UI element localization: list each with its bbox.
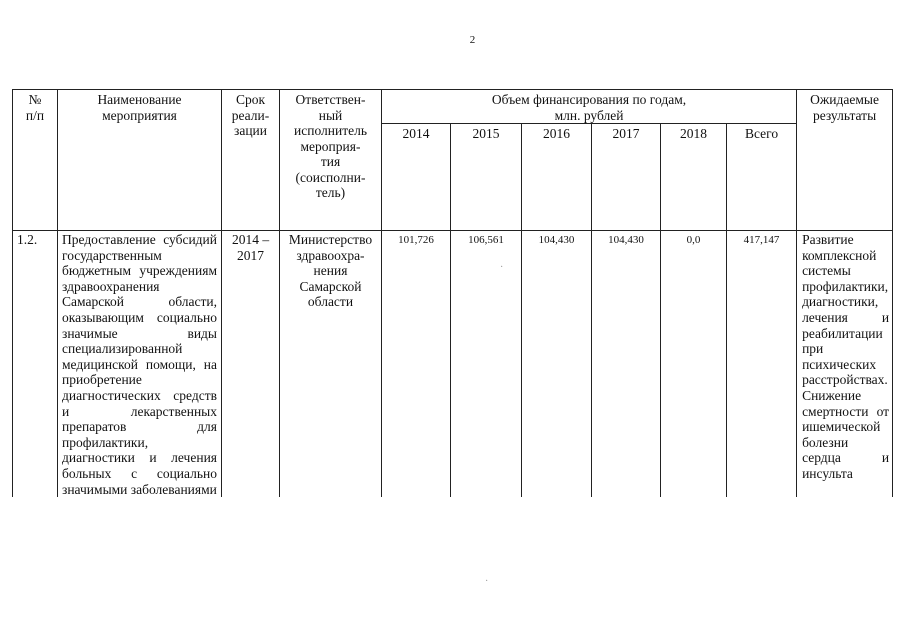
header-term: Срок реали- зации xyxy=(222,90,280,231)
row-term: 2014 – 2017 xyxy=(222,231,280,498)
header-number: № п/п xyxy=(13,90,58,231)
funding-table-container xyxy=(12,89,892,497)
header-year-2018: 2018 xyxy=(661,124,727,231)
header-results: Ожидаемые результаты xyxy=(797,90,893,231)
table-header xyxy=(13,90,893,231)
row-value-2017: 104,430 xyxy=(592,231,661,498)
scan-speck: · xyxy=(485,576,489,587)
header-executor: Ответствен- ный исполнитель мероприя- тия (соисполни- тель) xyxy=(280,90,382,231)
header-name: Наименование мероприятия xyxy=(58,90,222,231)
row-value-total: 417,147 xyxy=(727,231,797,498)
funding-table xyxy=(12,89,893,497)
header-year-2014: 2014 xyxy=(382,124,451,231)
page-number: 2 xyxy=(469,34,476,46)
row-number: 1.2. xyxy=(13,231,58,498)
row-executor: Министерство здравоохра- нения Самарской области xyxy=(280,231,382,498)
header-total: Всего xyxy=(727,124,797,231)
header-funding: Объем финансирования по годам, млн. рублей xyxy=(382,90,797,124)
row-value-2014: 101,726 xyxy=(382,231,451,498)
header-year-2016: 2016 xyxy=(522,124,592,231)
row-value-2016: 104,430 xyxy=(522,231,592,498)
table-row xyxy=(13,231,893,498)
row-value-2018: 0,0 xyxy=(661,231,727,498)
header-year-2015: 2015 xyxy=(451,124,522,231)
row-expected-results: Развитие комплексной системы профилактики, диагностики, лечения и реабилитации при психических расстройствах. Снижение смертности от ишемической болезни сердца и инсульта xyxy=(797,231,893,498)
scan-speck: · xyxy=(500,262,504,273)
header-year-2017: 2017 xyxy=(592,124,661,231)
row-measure-name: Предоставление субсидий государственным бюджетным учреждениям здравоохранения Самарской области, оказывающим социально значимые виды специализированной медицинской помощи, на приобретение диагностических средств и лекарственных препаратов для профилактики, диагностики и лечения больных с социально значимыми заболеваниями xyxy=(58,231,222,498)
row-value-2015: 106,561 xyxy=(451,231,522,498)
